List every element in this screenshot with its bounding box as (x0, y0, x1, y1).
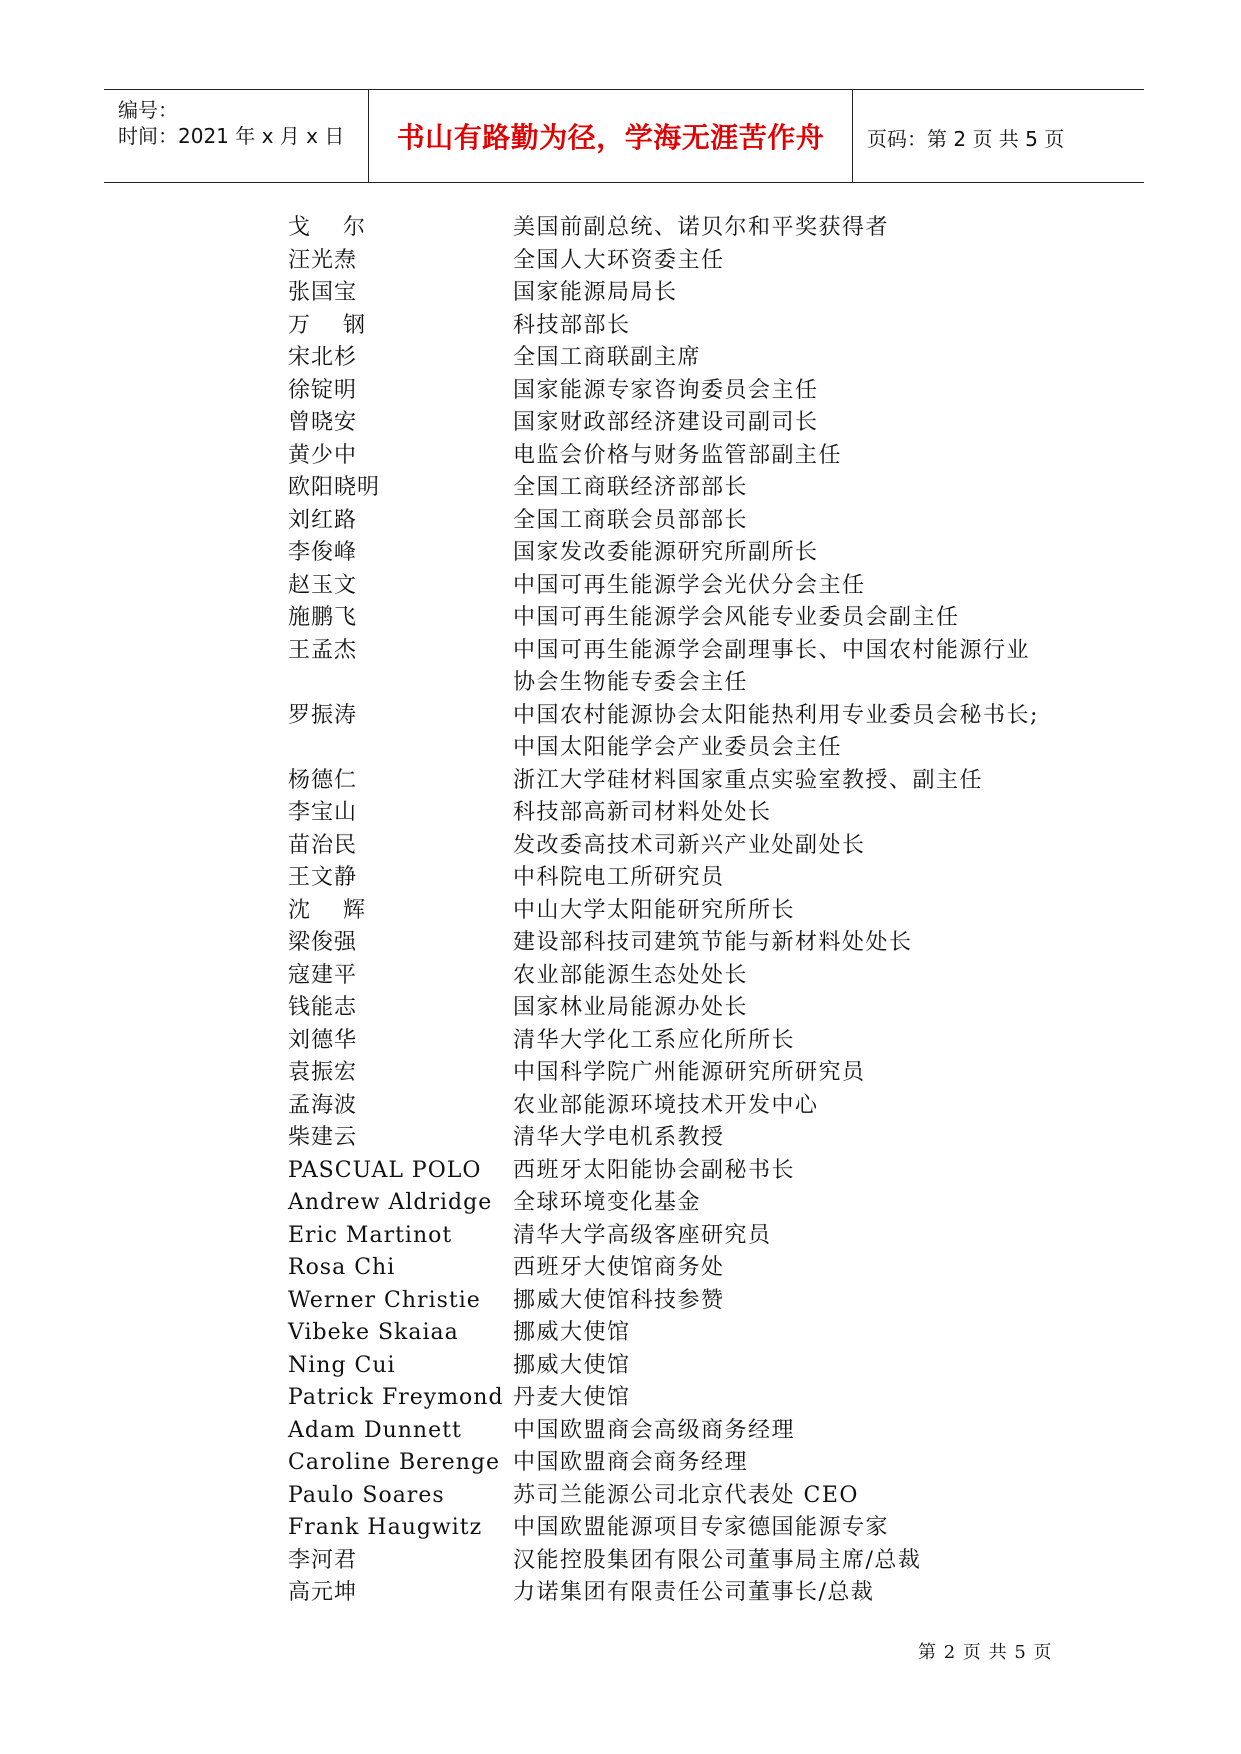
attendee-title: 农业部能源生态处处长 (513, 962, 749, 988)
list-item (288, 992, 1088, 1025)
attendee-title: 中国可再生能源学会副理事长、中国农村能源行业 (513, 637, 1031, 663)
attendee-name: 柴建云 (288, 1125, 358, 1150)
attendee-name: 王文静 (288, 865, 358, 890)
attendee-title: 浙江大学硅材料国家重点实验室教授、副主任 (513, 767, 984, 793)
attendee-title: 科技部部长 (513, 312, 631, 338)
attendee-title: 农业部能源环境技术开发中心 (513, 1092, 819, 1118)
list-item (288, 310, 1088, 343)
attendee-name: 李俊峰 (288, 540, 358, 565)
list-item (288, 960, 1088, 993)
attendee-name: 孟海波 (288, 1092, 358, 1118)
attendee-name: 王孟杰 (288, 637, 358, 663)
attendee-title: 丹麦大使馆 (513, 1385, 631, 1410)
list-item (288, 732, 1088, 765)
attendee-name: Andrew Aldridge (288, 1190, 493, 1215)
attendee-name: 梁俊强 (288, 930, 358, 955)
attendee-title: 全国人大环资委主任 (513, 247, 725, 273)
list-item (288, 1512, 1088, 1545)
attendee-title: 中国可再生能源学会风能专业委员会副主任 (513, 605, 960, 630)
header-left-cell (104, 90, 369, 182)
header-right-cell (853, 90, 1144, 182)
attendee-title: 国家林业局能源办处长 (513, 995, 749, 1020)
attendee-name: 张国宝 (288, 280, 358, 305)
attendee-title: 国家发改委能源研究所副所长 (513, 540, 819, 565)
attendee-title: 中国科学院广州能源研究所研究员 (513, 1060, 866, 1085)
list-item (288, 830, 1088, 863)
attendee-name: 欧阳晓明 (288, 475, 381, 500)
list-item (288, 1187, 1088, 1220)
attendee-name: Werner Christie (288, 1287, 481, 1313)
attendee-name: 沈 辉 (288, 897, 366, 923)
attendee-name: 罗振涛 (288, 702, 358, 728)
attendee-title: 协会生物能专委会主任 (513, 670, 749, 695)
attendee-title: 美国前副总统、诺贝尔和平奖获得者 (513, 215, 890, 240)
list-item (288, 765, 1088, 798)
list-item (288, 1415, 1088, 1448)
attendee-name: 刘红路 (288, 507, 358, 533)
attendee-name: 苗治民 (288, 832, 358, 858)
list-item (288, 1122, 1088, 1155)
attendee-name: 万 钢 (288, 312, 366, 338)
attendee-title: 中国欧盟能源项目专家德国能源专家 (513, 1515, 890, 1540)
list-item (288, 667, 1088, 700)
list-item (288, 1317, 1088, 1350)
attendee-name: Patrick Freymond (288, 1385, 504, 1410)
attendee-title: 电监会价格与财务监管部副主任 (513, 442, 843, 468)
number-label: 编号： (118, 98, 178, 122)
list-item (288, 245, 1088, 278)
attendee-name: 赵玉文 (288, 572, 358, 598)
attendee-title: 建设部科技司建筑节能与新材料处处长 (513, 930, 913, 955)
attendee-name: 钱能志 (288, 995, 358, 1020)
date-label: 时间：2021 年 x 月 x 日 (118, 124, 345, 148)
list-item (288, 570, 1088, 603)
list-item (288, 537, 1088, 570)
attendee-title: 苏司兰能源公司北京代表处 CEO (513, 1482, 859, 1508)
motto: 书山有路勤为径，学海无涯苦作舟 (396, 121, 825, 154)
attendee-title: 力诺集团有限责任公司董事长/总裁 (513, 1580, 875, 1605)
attendee-title: 清华大学化工系应化所所长 (513, 1027, 796, 1053)
attendee-title: 全国工商联经济部部长 (513, 475, 749, 500)
attendee-title: 中国太阳能学会产业委员会主任 (513, 735, 843, 760)
attendee-name: Vibeke Skaiaa (288, 1320, 459, 1345)
attendee-title: 挪威大使馆 (513, 1320, 631, 1345)
attendee-name: 黄少中 (288, 442, 358, 468)
list-item (288, 1285, 1088, 1318)
attendee-title: 中国欧盟商会高级商务经理 (513, 1417, 796, 1443)
attendee-name: 李河君 (288, 1547, 358, 1573)
attendee-name: 袁振宏 (288, 1060, 358, 1085)
page-info: 页码：第 2 页 共 5 页 (867, 127, 1065, 151)
list-item (288, 797, 1088, 830)
list-item (288, 212, 1088, 245)
list-item (288, 277, 1088, 310)
list-item (288, 375, 1088, 408)
attendee-title: 国家财政部经济建设司副司长 (513, 410, 819, 435)
list-item (288, 700, 1088, 733)
attendee-title: 挪威大使馆 (513, 1352, 631, 1378)
list-item (288, 1480, 1088, 1513)
list-item (288, 927, 1088, 960)
attendee-title: 西班牙大使馆商务处 (513, 1255, 725, 1280)
attendee-title: 全球环境变化基金 (513, 1190, 702, 1215)
attendee-title: 汉能控股集团有限公司董事局主席/总裁 (513, 1547, 922, 1573)
attendee-title: 中国农村能源协会太阳能热利用专业委员会秘书长; (513, 702, 1039, 728)
attendee-title: 中科院电工所研究员 (513, 865, 725, 890)
list-item (288, 1350, 1088, 1383)
attendee-title: 科技部高新司材料处处长 (513, 800, 772, 825)
page-footer: 第 2 页 共 5 页 (918, 1642, 1053, 1663)
list-item (288, 505, 1088, 538)
attendee-name: 刘德华 (288, 1027, 358, 1053)
attendee-name: Eric Martinot (288, 1222, 453, 1248)
list-item (288, 1577, 1088, 1610)
header-motto-cell (369, 90, 853, 182)
attendee-title: 清华大学高级客座研究员 (513, 1222, 772, 1248)
list-item (288, 1090, 1088, 1123)
attendee-title: 挪威大使馆科技参赞 (513, 1287, 725, 1313)
list-item (288, 472, 1088, 505)
attendee-name: 施鹏飞 (288, 605, 358, 630)
attendee-title: 全国工商联副主席 (513, 345, 702, 370)
attendee-title: 全国工商联会员部部长 (513, 507, 749, 533)
attendee-name: 高元坤 (288, 1580, 358, 1605)
attendee-title: 中国可再生能源学会光伏分会主任 (513, 572, 866, 598)
list-item (288, 1382, 1088, 1415)
list-item (288, 1447, 1088, 1480)
list-item (288, 440, 1088, 473)
attendee-name: Caroline Berenge (288, 1450, 500, 1475)
attendee-name: 杨德仁 (288, 767, 358, 793)
list-item (288, 895, 1088, 928)
attendee-name: 徐锭明 (288, 377, 358, 403)
attendee-name: Frank Haugwitz (288, 1515, 483, 1540)
attendee-title: 发改委高技术司新兴产业处副处长 (513, 832, 866, 858)
attendee-list (288, 212, 1088, 1610)
attendee-title: 中山大学太阳能研究所所长 (513, 897, 796, 923)
list-item (288, 1025, 1088, 1058)
list-item (288, 635, 1088, 668)
list-item (288, 1252, 1088, 1285)
attendee-name: Rosa Chi (288, 1255, 396, 1280)
attendee-name: 寇建平 (288, 962, 358, 988)
list-item (288, 1220, 1088, 1253)
attendee-name: PASCUAL POLO (288, 1157, 482, 1183)
attendee-name: 汪光焘 (288, 247, 358, 273)
attendee-name: Ning Cui (288, 1352, 396, 1378)
attendee-title: 国家能源局局长 (513, 280, 678, 305)
list-item (288, 1057, 1088, 1090)
attendee-name: Paulo Soares (288, 1482, 445, 1508)
attendee-name: 宋北杉 (288, 345, 358, 370)
list-item (288, 1155, 1088, 1188)
attendee-title: 西班牙太阳能协会副秘书长 (513, 1157, 796, 1183)
attendee-name: 李宝山 (288, 800, 358, 825)
attendee-title: 中国欧盟商会商务经理 (513, 1450, 749, 1475)
list-item (288, 862, 1088, 895)
list-item (288, 342, 1088, 375)
list-item (288, 1545, 1088, 1578)
attendee-title: 清华大学电机系教授 (513, 1125, 725, 1150)
attendee-title: 国家能源专家咨询委员会主任 (513, 377, 819, 403)
list-item (288, 407, 1088, 440)
attendee-name: 曾晓安 (288, 410, 358, 435)
list-item (288, 602, 1088, 635)
attendee-name: 戈 尔 (288, 215, 366, 240)
attendee-name: Adam Dunnett (288, 1417, 462, 1443)
page-header (104, 89, 1144, 183)
